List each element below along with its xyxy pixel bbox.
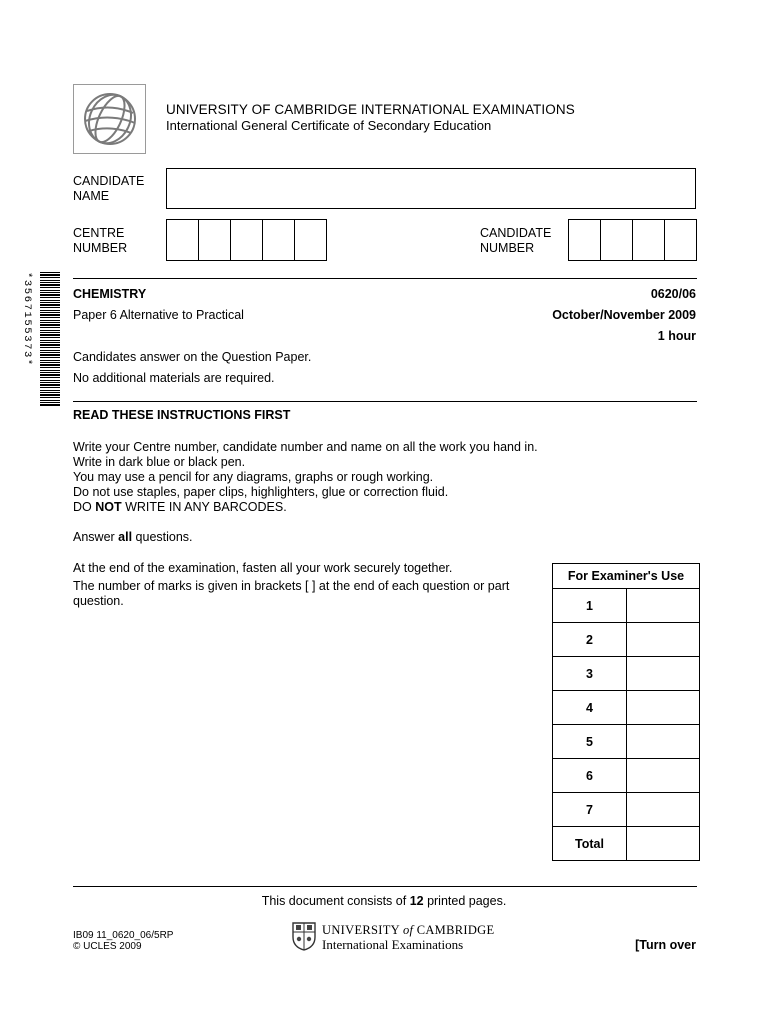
candidate-number-label — [480, 226, 551, 256]
text-run-italic: of — [402, 923, 414, 937]
duration: 1 hour — [657, 329, 696, 343]
table-row — [553, 623, 700, 657]
text-run: questions. — [132, 530, 193, 544]
ucie-globe-logo — [73, 84, 146, 154]
digit-box[interactable] — [262, 219, 295, 261]
label-line: CANDIDATE — [480, 226, 552, 240]
label-line: NUMBER — [480, 241, 535, 255]
question-number: 1 — [553, 589, 627, 623]
instruction-line: You may use a pencil for any diagrams, graphs or rough working. — [73, 470, 434, 484]
digit-box[interactable] — [166, 219, 199, 261]
question-number: 7 — [553, 793, 627, 827]
candidate-name-box[interactable] — [166, 168, 696, 209]
text-run: CAMBRIDGE — [413, 923, 495, 937]
uce-logo-line1 — [322, 923, 494, 938]
uce-logo-line2: International Examinations — [322, 937, 464, 952]
cambridge-crest-icon — [291, 921, 317, 951]
question-number: 2 — [553, 623, 627, 657]
digit-box[interactable] — [568, 219, 601, 261]
digit-box[interactable] — [294, 219, 327, 261]
text-run: printed pages. — [423, 894, 507, 908]
mark-cell[interactable] — [627, 793, 700, 827]
instruction-line: question. — [73, 594, 124, 608]
instruction-line: Write in dark blue or black pen. — [73, 455, 246, 469]
divider — [73, 278, 697, 279]
centre-number-label — [73, 226, 127, 256]
instruction-answer-all — [73, 530, 193, 545]
table-row — [553, 827, 700, 861]
text-run: WRITE IN ANY BARCODES. — [121, 500, 287, 514]
mark-cell[interactable] — [627, 691, 700, 725]
table-row — [553, 657, 700, 691]
paper-title: Paper 6 Alternative to Practical — [73, 308, 244, 322]
note-answer-on-paper: Candidates answer on the Question Paper. — [73, 350, 312, 364]
text-run: DO — [73, 500, 96, 514]
text-run-bold: 12 — [409, 894, 424, 908]
question-number: 5 — [553, 725, 627, 759]
candidate-name-label — [73, 174, 144, 204]
subject: CHEMISTRY — [73, 287, 147, 301]
instruction-line: Do not use staples, paper clips, highlighters, glue or correction fluid. — [73, 485, 449, 499]
text-run: Answer — [73, 530, 119, 544]
table-row — [553, 793, 700, 827]
digit-box[interactable] — [600, 219, 633, 261]
mark-cell[interactable] — [627, 657, 700, 691]
question-number: 3 — [553, 657, 627, 691]
globe-icon — [82, 91, 138, 147]
barcode — [40, 272, 60, 407]
mark-cell[interactable] — [627, 725, 700, 759]
page-count — [0, 894, 768, 908]
text-run: UNIVERSITY — [322, 923, 403, 937]
question-number: 4 — [553, 691, 627, 725]
total-cell[interactable] — [627, 827, 700, 861]
instruction-line: The number of marks is given in brackets [ ] at the end of each question or part — [73, 579, 510, 593]
paper-code: 0620/06 — [650, 287, 696, 301]
table-row — [553, 725, 700, 759]
text-run-bold: NOT — [95, 500, 122, 514]
label-line: NAME — [73, 189, 110, 203]
session: October/November 2009 — [552, 308, 696, 322]
examiners-use-heading: For Examiner's Use — [553, 564, 700, 589]
digit-box[interactable] — [664, 219, 697, 261]
org-title: UNIVERSITY OF CAMBRIDGE INTERNATIONAL EXAMINATIONS — [166, 102, 575, 117]
instruction-line: At the end of the examination, fasten all your work securely together. — [73, 561, 453, 575]
label-line: CANDIDATE — [73, 174, 145, 188]
barcode-number: *3567155373* — [21, 272, 33, 367]
instruction-line: Write your Centre number, candidate number and name on all the work you hand in. — [73, 440, 538, 454]
text-run: This document consists of — [261, 894, 410, 908]
mark-cell[interactable] — [627, 589, 700, 623]
mark-cell[interactable] — [627, 623, 700, 657]
digit-box[interactable] — [198, 219, 231, 261]
label-line: CENTRE — [73, 226, 125, 240]
divider — [73, 886, 697, 887]
total-label: Total — [553, 827, 627, 861]
divider — [73, 401, 697, 402]
question-number: 6 — [553, 759, 627, 793]
text-run-bold: all — [118, 530, 133, 544]
label-line: NUMBER — [73, 241, 128, 255]
instructions-heading: READ THESE INSTRUCTIONS FIRST — [73, 408, 291, 422]
table-row — [553, 691, 700, 725]
instruction-line-barcodes — [73, 500, 287, 515]
table-row — [553, 759, 700, 793]
document-reference: IB09 11_0620_06/5RP — [73, 930, 174, 941]
digit-box[interactable] — [632, 219, 665, 261]
centre-number-boxes[interactable] — [166, 219, 327, 261]
candidate-number-boxes[interactable] — [568, 219, 697, 261]
digit-box[interactable] — [230, 219, 263, 261]
mark-cell[interactable] — [627, 759, 700, 793]
copyright: © UCLES 2009 — [73, 941, 142, 952]
turn-over: [Turn over — [635, 938, 696, 952]
note-materials: No additional materials are required. — [73, 371, 275, 385]
qualification-title: International General Certificate of Secondary Education — [166, 118, 492, 133]
examiners-use-table — [552, 563, 700, 861]
table-row — [553, 589, 700, 623]
